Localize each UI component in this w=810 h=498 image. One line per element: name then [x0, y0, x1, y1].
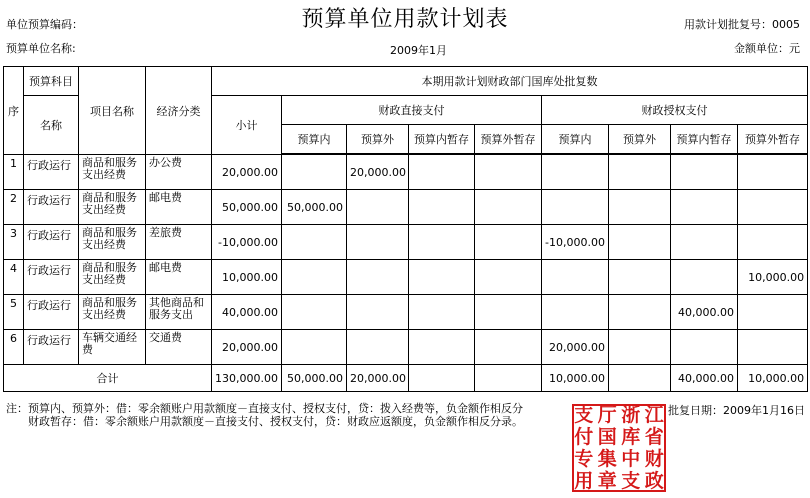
row-econ: 邮电费: [146, 190, 212, 225]
total-cell: [609, 365, 671, 392]
total-row: [4, 365, 808, 392]
seal-char: 省: [644, 426, 664, 448]
seal-char: 专: [574, 448, 594, 470]
approval-date: [668, 402, 805, 418]
row-subtotal: 20,000.00: [212, 330, 282, 365]
row-amount: [347, 295, 409, 330]
seal-char: 章: [597, 470, 617, 492]
row-amount: [347, 260, 409, 295]
amount-unit: [734, 40, 800, 56]
row-amount: [475, 155, 542, 190]
row-amount: [282, 260, 347, 295]
row-subtotal: -10,000.00: [212, 225, 282, 260]
row-econ: 差旅费: [146, 225, 212, 260]
row-amount: [409, 330, 475, 365]
period: 2009年1月: [390, 44, 447, 57]
unit-code-label: 单位预算编码：: [6, 18, 83, 31]
row-amount: [738, 190, 808, 225]
row-amount: [282, 225, 347, 260]
row-amount: [738, 225, 808, 260]
row-subtotal: 10,000.00: [212, 260, 282, 295]
row-amount: [409, 190, 475, 225]
header-direct-in: 预算内: [282, 125, 347, 154]
seal-char: 浙: [621, 404, 641, 426]
header-seq: 序: [4, 67, 24, 155]
row-subtotal: 20,000.00: [212, 155, 282, 190]
row-amount: [475, 330, 542, 365]
approval-number: [684, 16, 800, 32]
row-amount: [738, 330, 808, 365]
row-amount: [609, 260, 671, 295]
seal-char: 厅: [597, 404, 617, 426]
budget-plan-table: [3, 66, 808, 392]
row-seq: 2: [4, 190, 24, 225]
amount-unit-value: 元: [789, 42, 800, 55]
seal-char: 用: [574, 470, 594, 492]
unit-name-label: 预算单位名称:: [6, 42, 76, 55]
row-name: 行政运行: [24, 190, 79, 225]
row-econ: 邮电费: [146, 260, 212, 295]
row-econ: 办公费: [146, 155, 212, 190]
table-row: [4, 190, 808, 225]
row-name: 行政运行: [24, 260, 79, 295]
note-line-2: 财政暂存：借：零余额账户用款额度－直接支付、授权支付，贷：财政应返额度，负金额作相反分录。: [28, 415, 523, 428]
row-amount: [671, 155, 738, 190]
row-amount: [475, 260, 542, 295]
header-project: 项目名称: [79, 67, 146, 155]
approval-date-label: 批复日期：: [668, 404, 723, 417]
total-cell: 20,000.00: [347, 365, 409, 392]
row-amount: [738, 155, 808, 190]
row-amount: 20,000.00: [347, 155, 409, 190]
table-row: [4, 330, 808, 365]
row-amount: [609, 190, 671, 225]
page-title: 预算单位用款计划表: [301, 7, 509, 32]
row-amount: [542, 155, 609, 190]
approval-number-label: 用款计划批复号：: [684, 18, 772, 31]
row-amount: [282, 295, 347, 330]
row-project: 商品和服务支出经费: [79, 190, 146, 225]
row-amount: [671, 190, 738, 225]
row-amount: 40,000.00: [671, 295, 738, 330]
seal-char: 库: [621, 426, 641, 448]
header-authorized-pay: 财政授权支付: [542, 96, 808, 125]
seal-char: 国: [597, 426, 617, 448]
row-amount: [542, 190, 609, 225]
table-row: [4, 155, 808, 190]
row-name: 行政运行: [24, 295, 79, 330]
row-seq: 5: [4, 295, 24, 330]
seal-char: 支: [621, 470, 641, 492]
table-row: [4, 260, 808, 295]
row-subtotal: 50,000.00: [212, 190, 282, 225]
row-amount: [738, 295, 808, 330]
row-project: 商品和服务支出经费: [79, 155, 146, 190]
row-amount: [542, 260, 609, 295]
row-amount: 20,000.00: [542, 330, 609, 365]
row-amount: [609, 295, 671, 330]
header-auth-out-temp: 预算外暂存: [738, 125, 808, 154]
header-main: 本期用款计划财政部门国库处批复数: [212, 67, 808, 96]
row-name: 行政运行: [24, 155, 79, 190]
header-budget-subject: 预算科目: [24, 67, 79, 96]
row-amount: [475, 190, 542, 225]
total-cell: 10,000.00: [738, 365, 808, 392]
row-amount: 50,000.00: [282, 190, 347, 225]
row-amount: [542, 295, 609, 330]
total-cell: 10,000.00: [542, 365, 609, 392]
row-amount: [609, 225, 671, 260]
row-amount: [671, 330, 738, 365]
approval-number-value: 0005: [772, 18, 800, 31]
total-label: 合计: [4, 365, 212, 392]
row-amount: [409, 225, 475, 260]
header-direct-out-temp: 预算外暂存: [475, 125, 542, 154]
seal-char: 中: [621, 448, 641, 470]
footer-notes: [6, 402, 523, 428]
row-amount: [671, 260, 738, 295]
row-seq: 6: [4, 330, 24, 365]
header-direct-in-temp: 预算内暂存: [409, 125, 475, 154]
row-amount: [409, 260, 475, 295]
row-amount: [609, 330, 671, 365]
header-auth-in: 预算内: [542, 125, 609, 154]
header-subtotal: 小计: [212, 96, 282, 155]
seal-char: 付: [574, 426, 594, 448]
amount-unit-label: 金额单位：: [734, 42, 789, 55]
official-seal: [572, 404, 666, 492]
row-name: 行政运行: [24, 225, 79, 260]
row-amount: -10,000.00: [542, 225, 609, 260]
seal-char: 财: [644, 448, 664, 470]
row-seq: 1: [4, 155, 24, 190]
header-name: 名称: [24, 96, 79, 155]
row-amount: [282, 155, 347, 190]
row-amount: [609, 155, 671, 190]
total-cell: [409, 365, 475, 392]
row-project: 车辆交通经费: [79, 330, 146, 365]
row-amount: [475, 225, 542, 260]
total-cell: 50,000.00: [282, 365, 347, 392]
total-cell: [475, 365, 542, 392]
row-amount: 10,000.00: [738, 260, 808, 295]
row-econ: 其他商品和服务支出: [146, 295, 212, 330]
table-row: [4, 225, 808, 260]
row-amount: [475, 295, 542, 330]
note-line-1: 注：预算内、预算外：借：零余额账户用款额度－直接支付、授权支付，贷：拨入经费等，负金额作相反分: [6, 402, 523, 415]
row-econ: 交通费: [146, 330, 212, 365]
row-amount: [347, 225, 409, 260]
row-subtotal: 40,000.00: [212, 295, 282, 330]
header-auth-out: 预算外: [609, 125, 671, 154]
total-cell: 40,000.00: [671, 365, 738, 392]
row-seq: 3: [4, 225, 24, 260]
header-direct-pay: 财政直接支付: [282, 96, 542, 125]
row-amount: [671, 225, 738, 260]
row-project: 商品和服务支出经费: [79, 225, 146, 260]
row-seq: 4: [4, 260, 24, 295]
table-row: [4, 295, 808, 330]
seal-char: 江: [644, 404, 664, 426]
seal-char: 集: [597, 448, 617, 470]
total-subtotal: 130,000.00: [212, 365, 282, 392]
header-direct-out: 预算外: [347, 125, 409, 154]
seal-char: 支: [574, 404, 594, 426]
row-project: 商品和服务支出经费: [79, 295, 146, 330]
row-amount: [409, 295, 475, 330]
row-name: 行政运行: [24, 330, 79, 365]
row-amount: [347, 330, 409, 365]
row-project: 商品和服务支出经费: [79, 260, 146, 295]
approval-date-value: 2009年1月16日: [723, 404, 805, 417]
header-auth-in-temp: 预算内暂存: [671, 125, 738, 154]
row-amount: [282, 330, 347, 365]
row-amount: [409, 155, 475, 190]
seal-char: 政: [644, 470, 664, 492]
header-econ: 经济分类: [146, 67, 212, 155]
row-amount: [347, 190, 409, 225]
